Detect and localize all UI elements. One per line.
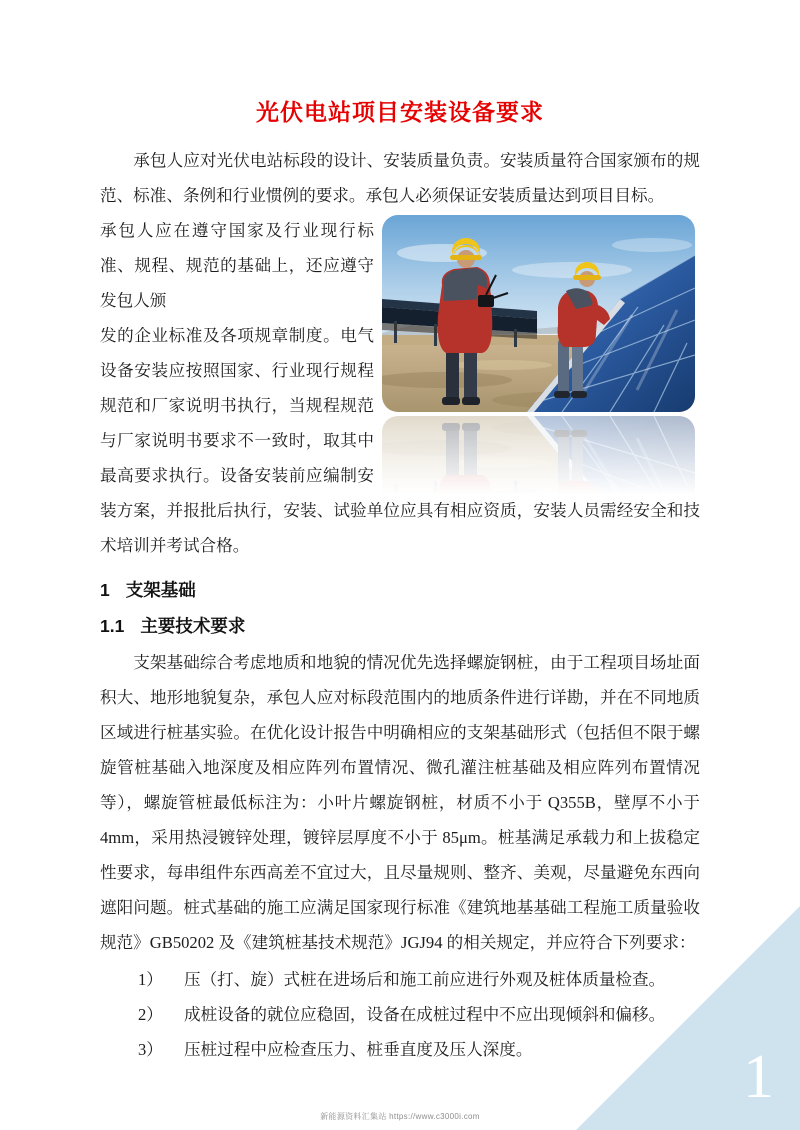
list-item-text: 成桩设备的就位应稳固，设备在成桩过程中不应出现倾斜和偏移。 — [184, 1005, 666, 1024]
subsection-number: 1.1 — [100, 616, 125, 636]
list-item-text: 压桩过程中应检查压力、桩垂直度及压人深度。 — [184, 1040, 533, 1059]
document-content — [100, 0, 700, 1067]
footer-watermark: 新能源资料汇集站 https://www.c3000i.com — [320, 1112, 480, 1121]
requirements-list — [100, 962, 700, 1067]
list-item-number: 2） — [138, 1005, 163, 1024]
section-heading-1-1 — [100, 613, 700, 639]
page-number: 1 — [743, 1043, 774, 1111]
section-body-paragraph: 支架基础综合考虑地质和地貌的情况优先选择螺旋钢桩，由于工程项目场址面积大、地形地貌复杂，承包人应对标段范围内的地质条件进行详勘，并在不同地质区域进行桩基实验。在优化设计报告中明确相应的支架基础形式（包括但不限于螺旋管桩基础入地深度及相应阵列布置情况、微孔灌注桩基础及相应阵列布置情况等），螺旋管桩最低标注为：小叶片螺旋钢桩，材质不小于 Q355B，壁厚不小于 4mm，采用热浸镀锌处理，镀锌层厚度不小于 85μm。桩基满足承载力和上拔稳定性要求，每串组件东西高差不宜过大，且尽量规则、整齐、美观，尽量避免东西向遮阳问题。桩式基础的施工应满足国家现行标准《建筑地基基础工程施工质量验收规范》GB50202 及《建筑桩基技术规范》JGJ94 的相关规定，并应符合下列要求： — [100, 653, 700, 952]
solar-workers-photo — [382, 215, 695, 412]
list-item-text: 压（打、旋）式桩在进场后和施工前应进行外观及桩体质量检查。 — [184, 970, 666, 989]
section-heading-1 — [100, 577, 700, 603]
intro-paragraph: 承包人应对光伏电站标段的设计、安装质量负责。安装质量符合国家颁布的规范、标准、条例和行业惯例的要求。承包人必须保证安装质量达到项目目标。 — [100, 151, 700, 205]
list-item — [100, 962, 700, 997]
section-number: 1 — [100, 580, 110, 600]
intro-wrap-paragraph-b: 发的企业标准及各项规章制度。电气设备安装应按照国家、行业现行规程规范和厂家说明书执行，当规程规范与厂家说明书要求不一致时，取其中最高要求执行。设备安装前应编制安装方案，并报批后执行，安装、试验单位应具有相应资质，安装人员需经安全和技术培训并考试合格。 — [100, 326, 700, 555]
wrap-block — [100, 213, 700, 563]
section-label: 支架基础 — [125, 580, 196, 600]
list-item-number: 3） — [138, 1040, 163, 1059]
list-item — [100, 997, 700, 1032]
list-item — [100, 1032, 700, 1067]
page-title: 光伏电站项目安装设备要求 — [256, 99, 544, 125]
subsection-label: 主要技术要求 — [140, 616, 246, 636]
list-item-number: 1） — [138, 970, 163, 989]
intro-wrap-paragraph-a: 承包人应在遵守国家及行业现行标准、规程、规范的基础上，还应遵守发包人颁 — [100, 221, 374, 310]
photo-container — [382, 215, 700, 487]
